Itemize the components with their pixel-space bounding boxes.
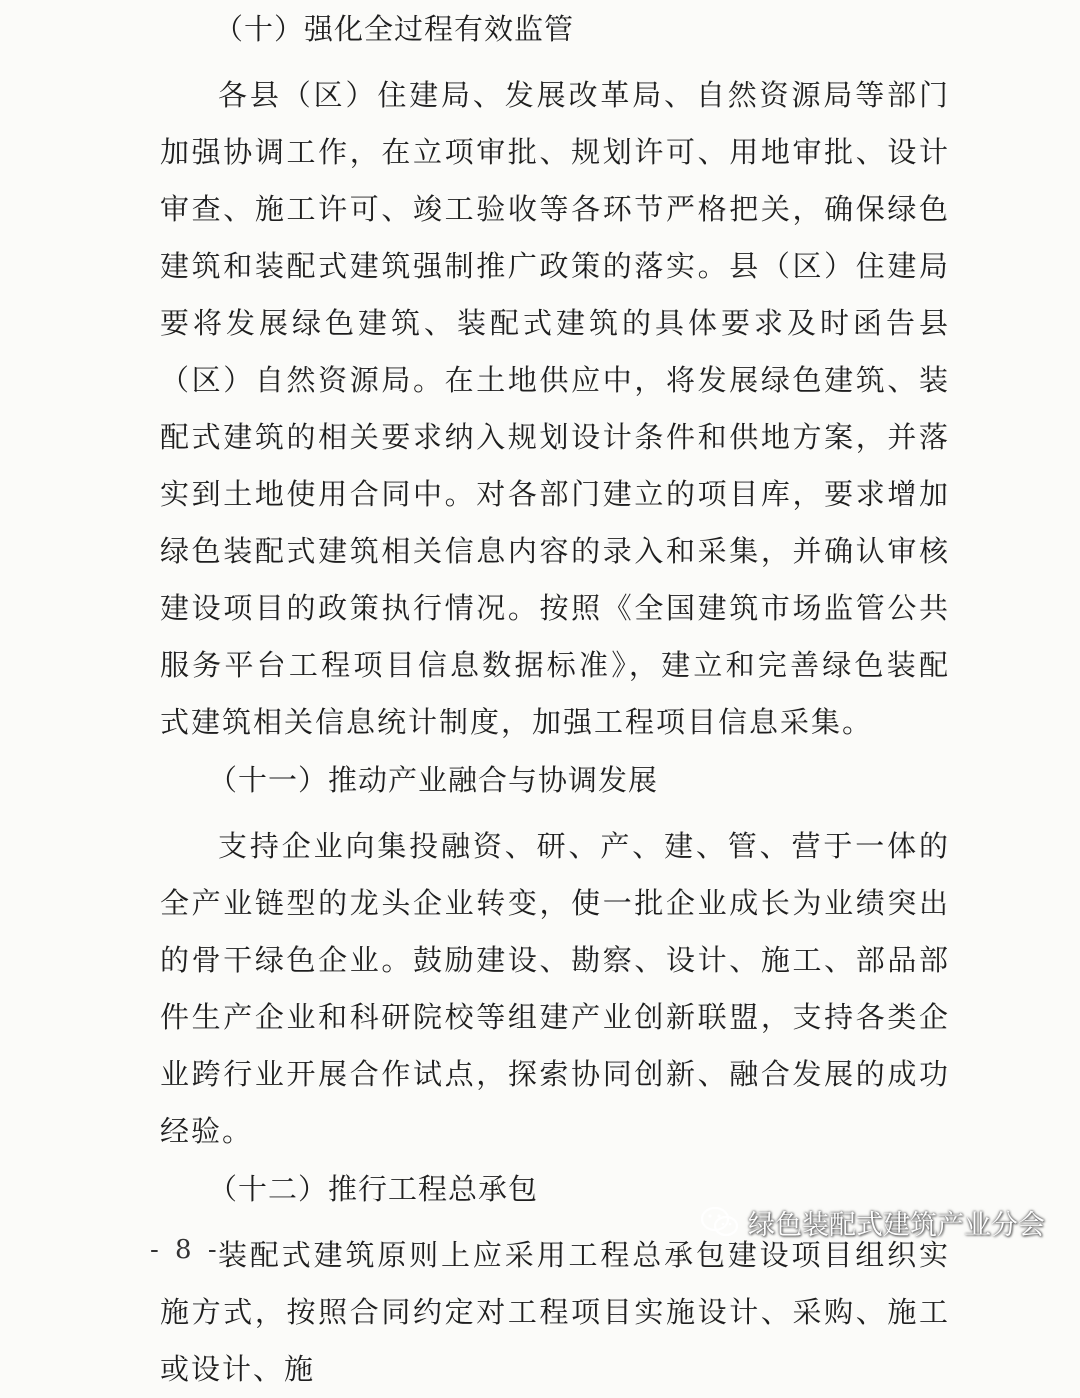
- section-heading-12: （十二）推行工程总承包: [208, 1172, 539, 1206]
- wechat-icon: [700, 1205, 740, 1239]
- watermark-text: 绿色装配式建筑产业分会: [748, 1209, 1045, 1241]
- section-paragraph-12: 装配式建筑原则上应采用工程总承包建设项目组织实施方式，按照合同约定对工程项目实施设计、采购、施工或设计、施: [160, 1238, 950, 1386]
- page-number: - 8 -: [150, 1235, 221, 1265]
- section-heading-10: （十）强化全过程有效监管: [214, 12, 575, 46]
- document-body: [160, 10, 950, 1398]
- watermark: [700, 1200, 1045, 1244]
- section-heading-11: （十一）推动产业融合与协调发展: [208, 763, 659, 797]
- section-paragraph-10: 各县（区）住建局、发展改革局、自然资源局等部门加强协调工作，在立项审批、规划许可、用地审批、设计审查、施工许可、竣工验收等各环节严格把关，确保绿色建筑和装配式建筑强制推广政策的落实。县（区）住建局要将发展绿色建筑、装配式建筑的具体要求及时函告县（区）自然资源局。在土地供应中，将发展绿色建筑、装配式建筑的相关要求纳入规划设计条件和供地方案，并落实到土地使用合同中。对各部门建立的项目库，要求增加绿色装配式建筑相关信息内容的录入和采集，并确认审核建设项目的政策执行情况。按照《全国建筑市场监管公共服务平台工程项目信息数据标准》，建立和完善绿色装配式建筑相关信息统计制度，加强工程项目信息采集。: [160, 78, 950, 739]
- section-paragraph-11: 支持企业向集投融资、研、产、建、管、营于一体的全产业链型的龙头企业转变，使一批企业成长为业绩突出的骨干绿色企业。鼓励建设、勘察、设计、施工、部品部件生产企业和科研院校等组建产业创新联盟，支持各类企业跨行业开展合作试点，探索协同创新、融合发展的成功经验。: [160, 829, 950, 1148]
